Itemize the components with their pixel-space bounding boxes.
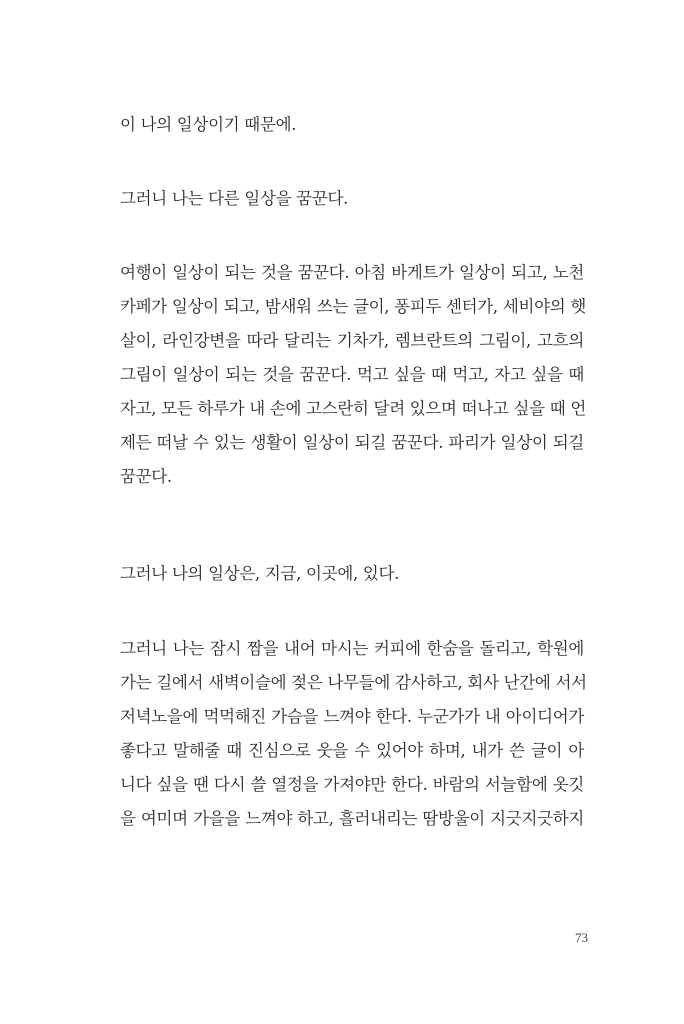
page-number: 73 [575, 930, 588, 945]
text-line: 이 나의 일상이기 때문에. [120, 115, 297, 134]
paragraph-1 [120, 108, 584, 142]
text-line: 꿈꾼다. [120, 467, 172, 486]
text-line: 니다 싶을 땐 다시 쓸 열정을 가져야만 한다. 바람의 서늘함에 옷깃 [120, 775, 584, 794]
text-line: 자고, 모든 하루가 내 손에 고스란히 달려 있으며 떠나고 싶을 때 언 [120, 399, 586, 418]
text-line: 그림이 일상이 되는 것을 꿈꾼다. 먹고 싶을 때 먹고, 자고 싶을 때 [120, 365, 584, 384]
text-line: 제든 떠날 수 있는 생활이 일상이 되길 꿈꾼다. 파리가 일상이 되길 [120, 433, 584, 452]
text-line: 그러니 나는 다른 일상을 꿈꾼다. [120, 189, 349, 208]
text-line: 그러니 나는 잠시 짬을 내어 마시는 커피에 한숨을 돌리고, 학원에 [120, 639, 584, 658]
text-line: 카페가 일상이 되고, 밤새워 쓰는 글이, 퐁피두 센터가, 세비야의 햇 [120, 297, 586, 316]
paragraph-2 [120, 182, 584, 216]
text-line: 을 여미며 가을을 느껴야 하고, 흘러내리는 땀방울이 지긋지긋하지 [120, 809, 584, 828]
text-line: 저녁노을에 먹먹해진 가슴을 느껴야 한다. 누군가가 내 아이디어가 [120, 707, 584, 726]
text-line: 여행이 일상이 되는 것을 꿈꾼다. 아침 바게트가 일상이 되고, 노천 [120, 263, 584, 282]
text-line: 가는 길에서 새벽이슬에 젖은 나무들에 감사하고, 회사 난간에 서서 [120, 673, 587, 692]
text-line: 좋다고 말해줄 때 진심으로 웃을 수 있어야 하며, 내가 쓴 글이 아 [120, 741, 584, 760]
paragraph-4 [120, 557, 584, 591]
paragraph-3 [120, 256, 584, 494]
text-line: 살이, 라인강변을 따라 달리는 기차가, 렘브란트의 그림이, 고흐의 [120, 331, 584, 350]
paragraph-5 [120, 632, 587, 836]
text-line: 그러나 나의 일상은, 지금, 이곳에, 있다. [120, 564, 400, 583]
